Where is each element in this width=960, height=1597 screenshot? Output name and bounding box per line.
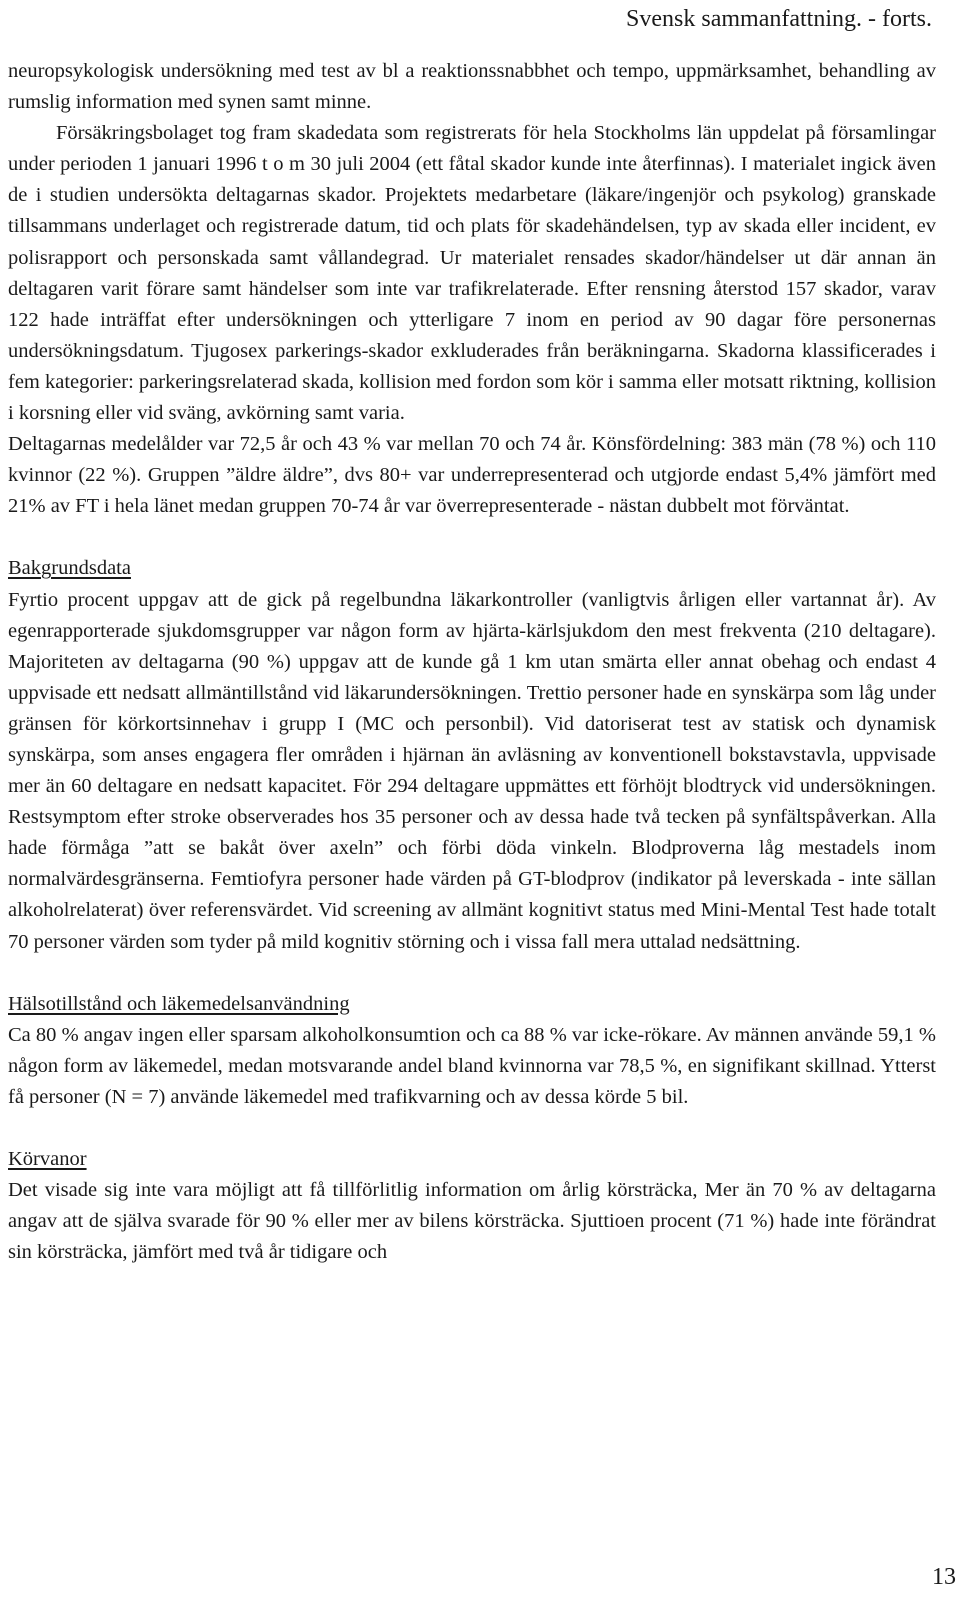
section-text-halsotillstand: Ca 80 % angav ingen eller sparsam alkoholkonsumtion och ca 88 % var icke-rökare. Av männen använde 59,1 % någon form av läkemedel, medan motsvarande andel bland kvinnorna var 78,5 %, en signifikant skillnad. Ytterst få personer (N = 7) använde läkemedel med trafikvarning och av dessa körde 5 bil. [8,1023,936,1108]
section-text-korvanor: Det visade sig inte vara möjligt att få tillförlitlig information om årlig körsträcka, Mer än 70 % av deltagarna angav att de själva svarade för 90 % eller mer av bilens körsträcka. Sjuttioen procent (71 %) hade inte förändrat sin körsträcka, jämfört med två år tidigare och [8,1179,936,1264]
section-heading-korvanor: Körvanor [8,1148,87,1170]
page-number: 13 [932,1564,956,1590]
intro-paragraph-3: Deltagarnas medelålder var 72,5 år och 43 % var mellan 70 och 74 år. Könsfördelning: 383 män (78 %) och 110 kvinnor (22 %). Gruppen ”äldre äldre”, dvs 80+ var underrepresenterad och utgjorde endast 5,4% jämfört med 21% av FT i hela länet medan gruppen 70-74 år var överrepresenterade - nästan dubbelt mot förväntat. [8,433,936,518]
section-heading-halsotillstand: Hälsotillstånd och läkemedelsanvändning [8,992,350,1015]
intro-paragraph-2: Försäkringsbolaget tog fram skadedata som registrerats för hela Stockholms län uppdelat på församlingar under perioden 1 januari 1996 t o m 30 juli 2004 (ett fåtal skador kunde inte återfinnas). I materialet ingick även de i studien undersökta deltagarnas skador. Projektets medarbetare (läkare/ingenjör och psykolog) granskade tillsammans underlaget och registrerade datum, tid och plats för skadehändelsen, typ av skada eller incident, ev polisrapport och personskada samt vållandegrad. Ur materialet rensades skador/händelser ut där annan än deltagaren varit förare samt händelser som inte var trafikrelaterade. Efter rensning återstod 157 skador, varav 122 hade inträffat efter undersökningen och ytterligare 7 inom en period av 90 dagar före personernas undersökningsdatum. Tjugosex parkerings-skador exkluderades från beräkningarna. Skadorna klassificerades i fem kategorier: parkeringsrelaterad skada, kollision med fordon som kör i samma eller motsatt riktning, kollision i korsning eller vid sväng, avkörning samt varia. [8,122,936,425]
body-text [8,56,936,1268]
intro-paragraph-1: neuropsykologisk undersökning med test av bl a reaktionssnabbhet och tempo, uppmärksamhet, behandling av rumslig information med synen samt minne. [8,60,936,114]
section-heading-bakgrundsdata: Bakgrundsdata [8,557,131,580]
section-text-bakgrundsdata: Fyrtio procent uppgav att de gick på regelbundna läkarkontroller (vanligtvis årligen eller vartannat år). Av egenrapporterade sjukdomsgrupper var någon form av hjärta-kärlsjukdom den mest frekventa (210 deltagare). Majoriteten av deltagarna (90 %) uppgav att de kunde gå 1 km utan smärta eller annat obehag och endast 4 uppvisade ett nedsatt allmäntillstånd vid läkarundersökningen. Trettio personer hade en synskärpa som låg under gränsen för körkortsinnehav i grupp I (MC och personbil). Vid datoriserat test av statisk och dynamisk synskärpa, som anses engagera fler områden i hjärnan än avläsning av konventionell bokstavstavla, uppvisade mer än 60 deltagare en nedsatt kapacitet. För 294 deltagare uppmättes ett förhöjt blodtryck vid undersökningen. Restsymptom efter stroke observerades hos 35 personer och av dessa hade två tecken på synfältspåverkan. Alla hade förmåga ”att se bakåt över axeln” och förbi döda vinkeln. Blodproverna låg mestadels inom normalvärdesgränserna. Femtiofyra personer hade värden på GT-blodprov (indikator på leverskada - inte sällan alkoholrelaterat) över referensvärdet. Vid screening av allmänt kognitivt status med Mini-Mental Test hade totalt 70 personer värden som tyder på mild kognitiv störning och i vissa fall mera uttalad nedsättning. [8,588,936,953]
running-header-title: Svensk sammanfattning. - forts. [626,6,932,32]
